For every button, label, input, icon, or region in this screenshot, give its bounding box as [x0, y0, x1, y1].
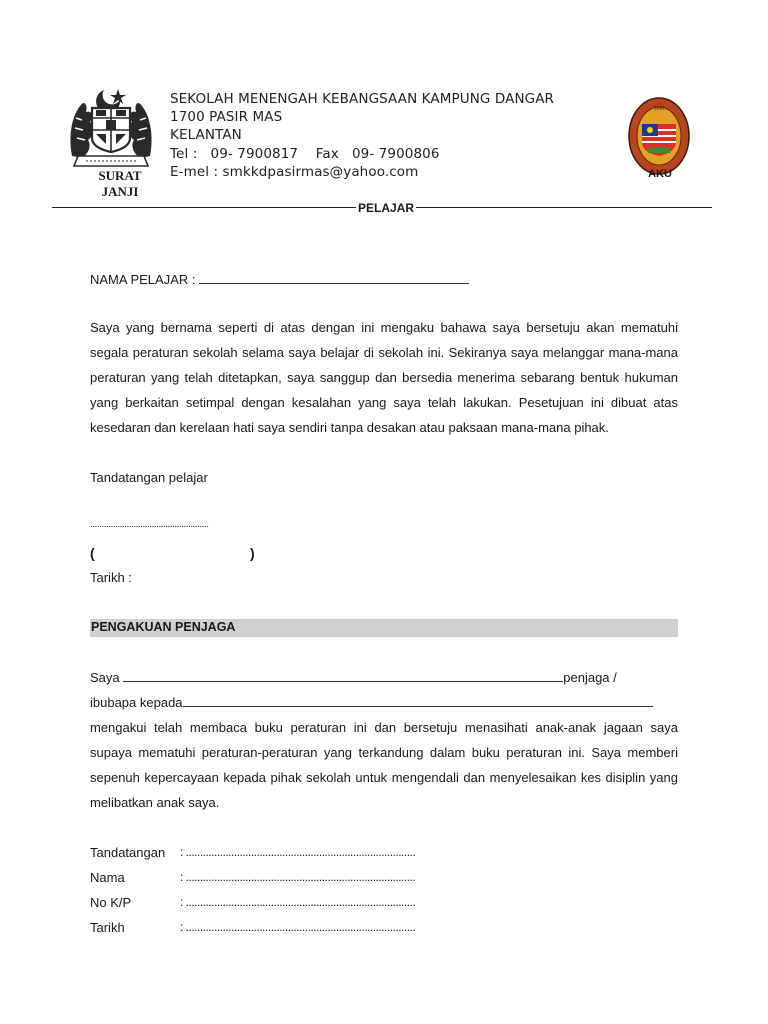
student-name-label: NAMA PELAJAR :: [90, 272, 196, 287]
student-declaration: [90, 315, 678, 440]
guardian-child-row: [90, 695, 653, 710]
declaration-line: kesedaran dan kerelaan hati saya sendiri tanpa desakan atau paksaan mana-mana pihak.: [90, 420, 609, 435]
guardian-saya: Saya: [90, 670, 120, 685]
declaration-line: segala peraturan sekolah selama saya belajar di sekolah ini. Sekiranya saya melanggar mana-mana: [90, 345, 678, 360]
fax-label: Fax: [315, 145, 339, 162]
guardian-declaration-line: melibatkan anak saya.: [90, 795, 220, 810]
guardian-name-dots-field[interactable]: : .................................................................................: [180, 870, 416, 884]
email-line: E-mel : smkkdpasirmas@yahoo.com: [170, 163, 419, 180]
guardian-signature-label: Tandatangan: [90, 845, 166, 860]
guardian-ibubapa: ibubapa kepada: [90, 695, 183, 710]
declaration-line: Saya yang bernama seperti di atas dengan ini mengaku bahawa saya bersetuju akan mematuhi: [90, 320, 678, 335]
address-line-2: KELANTAN: [170, 127, 242, 144]
guardian-signature-field[interactable]: : .................................................................................: [180, 845, 416, 859]
school-name: SEKOLAH MENENGAH KEBANGSAAN KAMPUNG DANGAR: [170, 91, 555, 107]
guardian-name-field[interactable]: [123, 671, 563, 682]
logo-caption: AKU: [648, 168, 672, 180]
student-date-label: Tarikh :: [90, 570, 132, 585]
guardian-child-field[interactable]: [183, 696, 653, 707]
guardian-declaration-line: supaya mematuhi peraturan-peraturan yang terkandung dalam buku peraturan ini. Saya memberi: [90, 745, 678, 760]
student-signature-label: Tandatangan pelajar: [90, 470, 208, 485]
guardian-name-label: Nama: [90, 870, 125, 885]
guardian-section-title: PENGAKUAN PENJAGA: [91, 620, 236, 634]
crest-caption: SURAT JANJI: [98, 168, 142, 199]
guardian-ic-label: No K/P: [90, 895, 132, 910]
school-info: [170, 90, 554, 181]
guardian-name-row: [90, 670, 617, 685]
guardian-date-field[interactable]: : .................................................................................: [180, 920, 416, 934]
declaration-line: peraturan yang telah ditetapkan, saya sanggup dan bersedia menerima sebarang bentuk hukuman: [90, 370, 678, 385]
guardian-declaration: [90, 715, 678, 815]
guardian-penjaga: penjaga /: [563, 670, 617, 685]
guardian-date-label: Tarikh: [90, 920, 125, 935]
guardian-declaration-line: sepenuh kepercayaan kepada pihak sekolah untuk mengendali dan menyelesaikan kes disiplin yang: [90, 770, 678, 785]
student-name-row: [90, 272, 469, 287]
svg-text:SMK: SMK: [653, 106, 665, 112]
student-signature-field[interactable]: ....................................................: [90, 519, 209, 530]
student-name-field[interactable]: [199, 273, 469, 284]
tel-value: 09- 7900817: [210, 145, 299, 162]
guardian-ic-field[interactable]: : .................................................................................: [180, 895, 416, 909]
document-title: PELAJAR: [358, 201, 415, 215]
declaration-line: yang berkaitan setimpal dengan kesalahan yang saya telah lakukan. Pesetujuan ini dibuat atas: [90, 395, 678, 410]
student-name-paren-open: (: [90, 545, 95, 561]
fax-value: 09- 7900806: [351, 145, 440, 162]
school-logo-icon: [628, 96, 690, 176]
guardian-declaration-line: mengakui telah membaca buku peraturan ini dan bersetuju menasihati anak-anak jagaan saya: [90, 720, 678, 735]
coat-of-arms-icon: [66, 86, 156, 168]
contact-line: [170, 145, 554, 163]
address-line-1: 1700 PASIR MAS: [170, 109, 283, 126]
student-name-paren-close: ): [250, 545, 255, 561]
tel-label: Tel :: [170, 145, 198, 162]
